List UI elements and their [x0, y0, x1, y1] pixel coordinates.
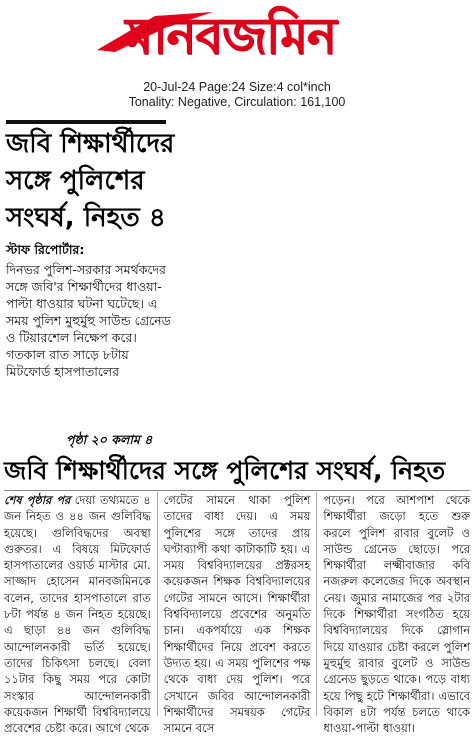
- headline-rule: [6, 120, 166, 124]
- column-text: দেয়া তথ্যমতে ৪ জন নিহত ও ৪৪ জন গুলিবিদ্ধ হয়েছে। গুলিবিদ্ধদের অবস্থা গুরুতর। এ বিষয়ে মিটফোর্ড হাসপাতালের ওয়ার্ড মাস্টার মো. সাজ্জাদ হোসেন মানবজমিনকে বলেন, তাদের হাসপাতালে রাত ৮টা পর্যন্ত ৪ জন নিহত হয়েছে। এ ছাড়া ৪৪ জন গুলিবিদ্ধ আন্দোলনকারী ভর্তি হয়েছে। তাদের চিকিৎসা চলছে। বেলা ১১টার কিছু সময় পরে কোটা সংস্কার আন্দোলনকারী কয়েকজন শিক্ষার্থী বিশ্ববিদ্যালয়ে প্রবেশের চেষ্টা করে। আগে থেকে: [4, 493, 151, 736]
- article-column-2: [157, 492, 317, 736]
- column-text: গেটের সামনে থাকা পুলিশ তাদের বাধা দেয়। এ সময় পুলিশের সঙ্গে তাদের প্রায় ঘণ্টাব্যাপী কথা কাটাকাটি হয়। এ সময় বিশ্ববিদ্যালয়ের প্রক্টরসহ কয়েকজন শিক্ষক বিশ্ববিদ্যালয়ের গেটের সামনে আসে। শিক্ষার্থীরা বিশ্ববিদ্যালয়ে প্রবেশের অনুমতি চান। একপর্যায়ে এক শিক্ষক শিক্ষার্থীদের নিয়ে প্রবেশ করতে উদ্যত হয়। এ সময় পুলিশের পক্ষ থেকে বাধা দেয় পুলিশ। পরে সেখানে জবির আন্দোলনকারী শিক্ষার্থীদের সমন্বয়ক গেটের সামনে বসে: [163, 493, 311, 736]
- article-body: দিনভর পুলিশ-সরকার সমর্থকদের সঙ্গে জবি'র শিক্ষার্থীদের ধাওয়া-পাল্টা ধাওয়ার ঘটনা ঘটেছে। এ সময় পুলিশ মুহুর্মুহু সাউন্ড গ্রেনেড ও টিয়ারশেল নিক্ষেপ করে। গতকাল রাত সাড়ে ৮টায় মিটফোর্ড হাসপাতালের: [6, 262, 171, 379]
- clip-tonality-line: Tonality: Negative, Circulation: 161,100: [128, 95, 346, 109]
- column-lead-in: শেষ পৃষ্ঠার পর: [4, 493, 71, 507]
- column-text: পড়েন। পরে আশপাশ থেকে শিক্ষার্থীরা জড়ো হতে শুরু করলে পুলিশ রাবার বুলেট ও সাউন্ড গ্রেনেড ছোড়ে। পরে শিক্ষার্থীরা লক্ষ্মীবাজার কবি নজরুল কলেজের দিকে অবস্থান নেয়। জুমার নামাজের পর ২টার দিকে শিক্ষার্থীরা সংগঠিত হয়ে বিশ্ববিদ্যালয়ের দিকে স্লোগান দিয়ে যাওয়ার চেষ্টা করলে পুলিশ মুহুর্মুহু রাবার বুলেট ও সাউন্ড গ্রেনেড ছুড়তে থাকে। পড়ে বাধ্য হয়ে পিছু হটে শিক্ষার্থীরা। এভাবে বিকাল ৪টা পর্যন্ত চলতে থাকে ধাওয়া-পাল্টা ধাওয়া।: [323, 493, 471, 736]
- continued-article-headline: জবি শিক্ষার্থীদের সঙ্গে পুলিশের সংঘর্ষ, নিহত: [4, 456, 446, 485]
- article-byline: স্টাফ রিপোর্টার:: [6, 242, 85, 257]
- article-clip-front: [6, 120, 192, 450]
- article-column-3: [316, 492, 471, 736]
- masthead-title: মানবজমিন: [125, 6, 336, 65]
- article-headline: জবি শিক্ষার্থীদের সঙ্গে পুলিশের সংঘর্ষ, নিহত ৪: [6, 129, 175, 233]
- clip-meta-line: 20-Jul-24 Page:24 Size:4 col*inch: [143, 80, 331, 94]
- continued-article-columns: [4, 492, 471, 736]
- masthead-logo: [95, 4, 380, 74]
- continuation-note: পৃষ্ঠা ২০ কলাম ৪: [66, 432, 153, 447]
- headline-divider: [4, 490, 470, 491]
- article-column-1: [4, 492, 157, 736]
